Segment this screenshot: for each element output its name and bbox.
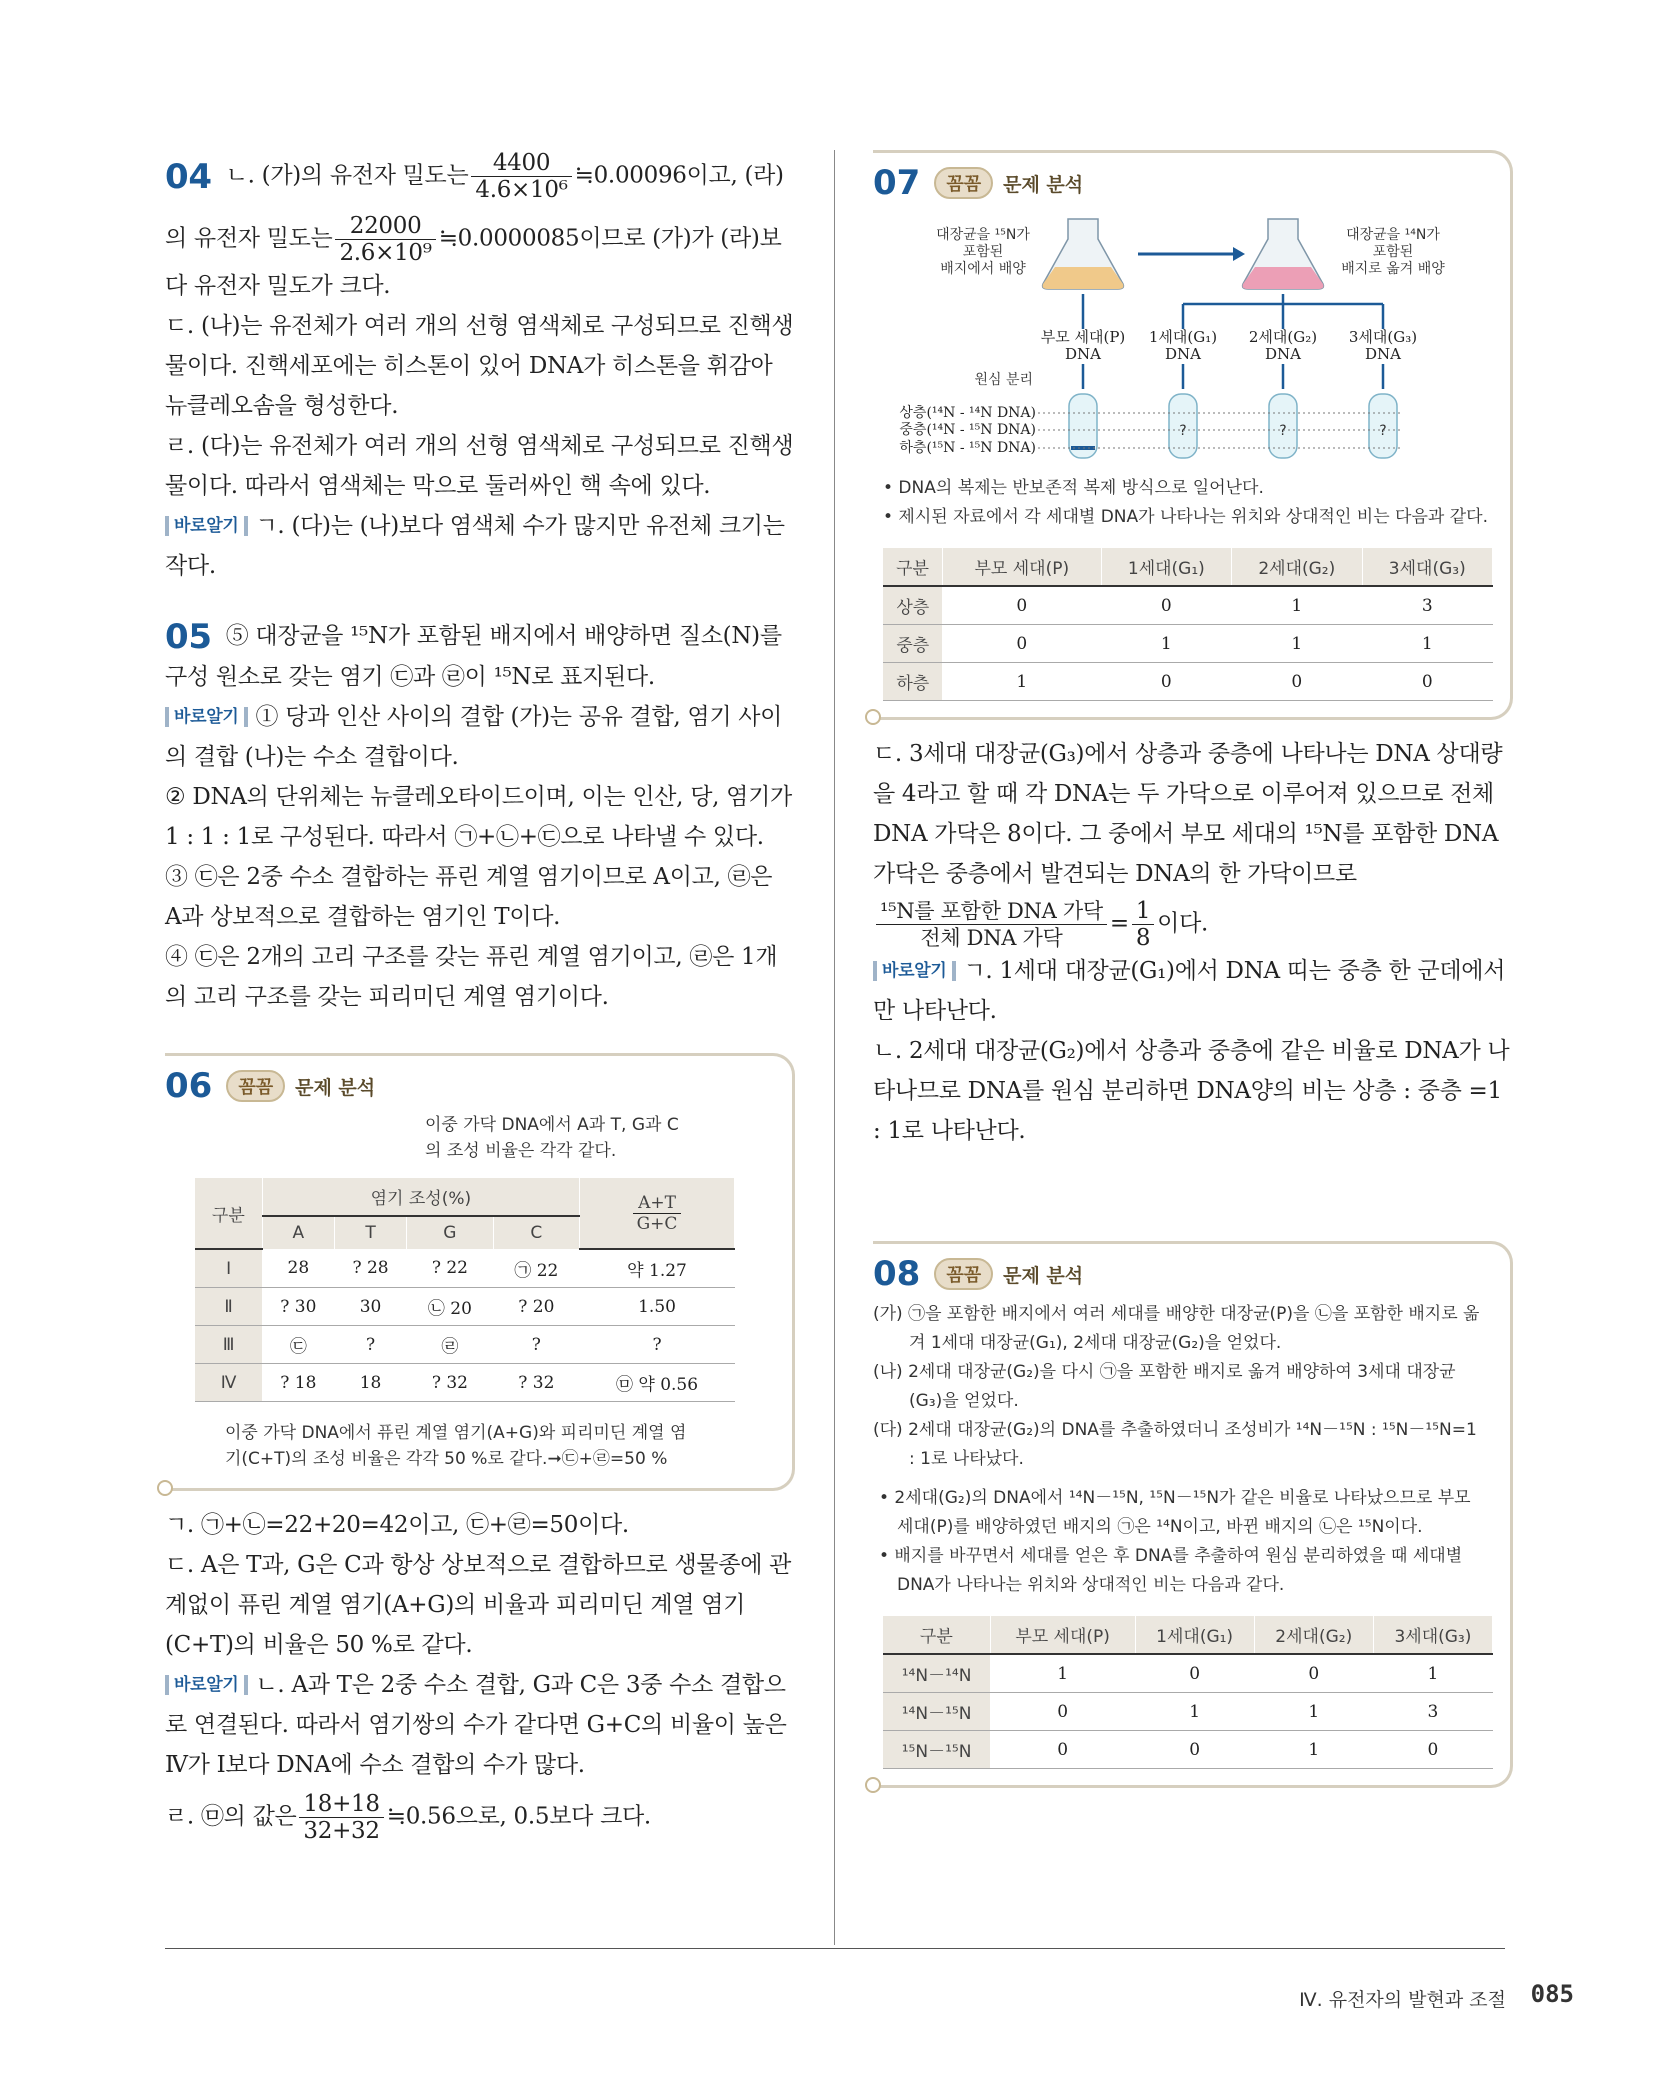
svg-text:DNA: DNA [1065, 345, 1101, 363]
correction-tag: 바로알기 [873, 961, 956, 981]
question-number: 08 [873, 1254, 921, 1294]
analysis-box: 08 꼼꼼 문제 분석 (가) ㉠을 포함한 배지에서 여러 세대를 배양한 대장균(P)을 ㉡을 포함한 배지로 옮겨 1세대 대장균(G₁), 2세대 대장균(G₂)을 얻었다. (나) 2세대 대장균(G₂)을 다시 ㉠을 포함한 배지로 옮겨 배양하여 3세대 대장균(G₃)을 얻었다. (다) 2세대 대장균(G₂)의 DNA를 추출하였더니 조성비가 ¹⁴N－¹⁵N : ¹⁵N－¹⁵N=1 : 1로 나타났다. • 2세대(G₂)의 DNA에서 ¹⁴N－¹⁵N, ¹⁵N－¹⁵N가 같은 비율로 나타났으므로 부모 세대(P)를 배양하였던 배지의 ㉠은 ¹⁴N이고, 바뀐 배지의 ㉡은 ¹⁵N이다. • 배지를 바꾸면서 세대를 얻은 후 DNA를 추출하여 원심 분리하였을 때 세대별 DNA가 나타나는 위치와 상대적인 비는 다음과 같다. 구분 부모 세대(P) 1세대(G₁) 2세대(G₂) 3세대(G₃) ¹⁴N－¹⁴N 1 0 0 1 ¹⁴N－¹⁵N 0 1 1 3 ¹⁵N－¹⁵N 0 0 1 0 [873, 1241, 1513, 1788]
question-07: 07 꼼꼼 문제 분석 대장균을 ¹⁵N가 포함된 배지에서 배양 대장균을 ¹⁴N가 포함된 배지로 옮겨 배양 부모 세대(P) DNA 1세대(G₁) DNA 2세대(G₂) DNA 3세대(G₃) DNA 원심 분리 상층(¹⁴N - ¹⁴N DNA) 중층(¹⁴N - ¹⁵N DNA) 하층(¹⁵N - ¹⁵N DNA) ? ? ? • DNA의 복제는 반보존적 복제 방식으로 일어난다. • 제시된 자료에서 각 세대별 DNA가 나타나는 위치와 상대적인 비는 다음과 같다. 구분 부모 세대(P) 1세대(G₁) 2세대(G₂) 3세대(G₃) 상층 0 0 1 3 중층 0 1 1 1 하층 1 0 0 0 ㄷ. 3세대 대장균(G₃)에서 상층과 중층에 나타나는 DNA 상대량을 4라고 할 때 각 DNA는 두 가닥으로 이루어져 있으므로 전체 DNA 가닥은 8이다. 그 중에서 부모 세대의 ¹⁵N를 포함한 DNA 가닥은 중층에서 발견되는 DNA의 한 가닥이므로 $\frac{\text{¹⁵N를 포함한 DNA 가닥}}{\text{전체 DNA 가닥}}$ = $\frac{1}{8}$ 이다. 바로알기 ㄱ. 1세대 대장균(G₁)에서 DNA 띠는 중층 한 군데에서만 나타난다. ㄴ. 2세대 대장균(G₂)에서 상층과 중층에 같은 비율로 DNA가 나타나므로 DNA를 원심 분리하면 DNA양의 비는 상층 : 중층 =1 : 1로 나타난다. [873, 150, 1513, 1151]
question-number: 04 [165, 156, 212, 197]
chapter-title: Ⅳ. 유전자의 발현과 조절 [1299, 1989, 1506, 2011]
table-row: Ⅰ 28 ? 28 ? 22 ㉠ 22 약 1.27 [195, 1249, 735, 1288]
unknown-mark: ? [1379, 423, 1387, 439]
svg-text:DNA: DNA [1265, 345, 1301, 363]
svg-text:배지로 옮겨 배양: 배지로 옮겨 배양 [1341, 261, 1445, 277]
analysis-box [165, 1053, 795, 1491]
fraction: $\frac{\text{¹⁵N를 포함한 DNA 가닥}}{\text{전체 DNA 가닥}}$ [876, 898, 1107, 951]
base-composition-table: 구분 염기 조성(%) $\frac{A+T}{G+C}$ A T G C Ⅰ 28 ? 28 ? 22 ㉠ 22 약 1.27 Ⅱ ? 30 30 ㉡ 20 ? 20 1.50 Ⅲ ㉢ ? ㉣ ? ? Ⅳ ? 18 18 ? 32 ? 32 ㉤ 약 0.56 [195, 1178, 735, 1402]
column-divider [834, 150, 835, 1945]
question-05: 05 ⑤ 대장균을 ¹⁵N가 포함된 배지에서 배양하면 질소(N)를 구성 원소로 갖는 염기 ㉢과 ㉣이 ¹⁵N로 표지된다. 바로알기 ① 당과 인산 사이의 결합 (가)는 공유 결합, 염기 사이의 결합 (나)는 수소 결합이다. ② DNA의 단위체는 뉴클레오타이드이며, 이는 인산, 당, 염기가 1 : 1 : 1로 구성된다. 따라서 ㉠+㉡+㉢으로 나타낼 수 있다. ③ ㉢은 2중 수소 결합하는 퓨린 계열 염기이므로 A이고, ㉣은 A과 상보적으로 결합하는 염기인 T이다. ④ ㉢은 2개의 고리 구조를 갖는 퓨린 계열 염기이고, ㉣은 1개의 고리 구조를 갖는 피리미딘 계열 염기이다. [165, 617, 792, 1010]
layer-label: 중층(¹⁴N - ¹⁵N DNA) [899, 422, 1036, 438]
analysis-pill: 꼼꼼 [934, 1258, 993, 1290]
question-08 [873, 1241, 1513, 1788]
question-number: 06 [165, 1066, 213, 1106]
analysis-title: 문제 분석 [1003, 173, 1084, 196]
annotation-bottom: 이중 가닥 DNA에서 퓨린 계열 염기(A+G)와 피리미딘 계열 염기(C+T)의 조성 비율은 각각 50 %로 같다.➞㉢+㉣=50 % [225, 1423, 687, 1469]
page-number: 085 [1530, 1980, 1574, 2008]
dna-composition-table: 구분 부모 세대(P) 1세대(G₁) 2세대(G₂) 3세대(G₃) ¹⁴N－¹⁴N 1 0 0 1 ¹⁴N－¹⁵N 0 1 1 3 ¹⁵N－¹⁵N 0 0 1 0 [883, 1616, 1493, 1769]
flask-2 [1243, 219, 1324, 289]
footer-rule [165, 1948, 1505, 1949]
table-row: 중층 0 1 1 1 [883, 625, 1493, 663]
svg-text:DNA: DNA [1365, 345, 1401, 363]
fraction: $\frac{1}{8}$ [1132, 898, 1154, 951]
right-column [873, 150, 1513, 1814]
question-06: 06 꼼꼼 문제 분석 이중 가닥 DNA에서 A과 T, G과 C의 조성 비율은 각각 같다. 구분 염기 조성(%) $\frac{A+T}{G+C}$ A T G C Ⅰ 28 ? 28 ? 22 ㉠ 22 약 1.27 Ⅱ ? 30 30 ㉡ 20 ? 20 1.50 Ⅲ ㉢ ? ㉣ ? ? Ⅳ ? 18 18 ? 32 ? 32 ㉤ 약 0.56 이중 가닥 DNA에서 퓨린 계열 염기(A+G)와 피리미딘 계열 염기(C+T)의 조성 비율은 각각 50 %로 같다.➞㉢+㉣=50 % ㄱ. ㉠+㉡=22+20=42이고, ㉢+㉣=50이다. ㄷ. A은 T과, G은 C과 항상 상보적으로 결합하므로 생물종에 관계없이 퓨린 계열 염기(A+G)의 비율과 피리미딘 계열 염기(C+T)의 비율은 50 %로 같다. 바로알기 ㄴ. A과 T은 2중 수소 결합, G과 C은 3중 수소 결합으로 연결된다. 따라서 염기쌍의 수가 같다면 G+C의 비율이 높은 Ⅳ가 Ⅰ보다 DNA에 수소 결합의 수가 많다. ㄹ. ㉤의 값은 $\frac{18+18}{32+32}$ ≒0.56으로, 0.5보다 크다. [165, 1053, 795, 1844]
box-dot [865, 1777, 881, 1793]
analysis-pill: 꼼꼼 [934, 167, 993, 199]
analysis-box: 07 꼼꼼 문제 분석 대장균을 ¹⁵N가 포함된 배지에서 배양 대장균을 ¹⁴N가 포함된 배지로 옮겨 배양 부모 세대(P) DNA 1세대(G₁) DNA 2세대(G₂) DNA 3세대(G₃) DNA 원심 분리 상층(¹⁴N - ¹⁴N DNA) 중층(¹⁴N - ¹⁵N DNA) 하층(¹⁵N - ¹⁵N DNA) ? ? ? • DNA의 복제는 반보존적 복제 방식으로 일어난다. • 제시된 자료에서 각 세대별 DNA가 나타나는 위치와 상대적인 비는 다음과 같다. 구분 부모 세대(P) 1세대(G₁) 2세대(G₂) 3세대(G₃) 상층 0 0 1 3 중층 0 1 1 1 하층 1 0 0 0 [873, 150, 1513, 720]
unknown-mark: ? [1279, 423, 1287, 439]
fraction: $\frac{4400}{\text{4.6×10⁶}}$ [471, 150, 571, 203]
left-column [165, 150, 795, 1870]
gen-label: 3세대(G₃) [1348, 328, 1418, 346]
centrifuge-label: 원심 분리 [974, 372, 1033, 388]
box-dot [865, 709, 881, 725]
correction-tag: 바로알기 [165, 1675, 248, 1695]
analysis-title: 문제 분석 [295, 1076, 376, 1099]
question-number: 05 [165, 617, 212, 657]
flask-1 [1043, 219, 1124, 289]
table-row: Ⅳ ? 18 18 ? 32 ? 32 ㉤ 약 0.56 [195, 1364, 735, 1402]
correction-tag: 바로알기 [165, 516, 248, 536]
question-04: 04 ㄴ. (가)의 유전자 밀도는 $\frac{4400}{\text{4.6×10⁶}}$ ≒0.00096이고, (라) 의 유전자 밀도는 $\frac{22000}{\text{2.6×10⁹}}$ ≒0.0000085이므로 (가)가 (라)보 다 유전자 밀도가 크다. ㄷ. (나)는 유전체가 여러 개의 선형 염색체로 구성되므로 진핵생물이다. 진핵세포에는 히스톤이 있어 DNA가 히스톤을 휘감아 뉴클레오솜을 형성한다. ㄹ. (다)는 유전체가 여러 개의 선형 염색체로 구성되므로 진핵생물이다. 따라서 염색체는 막으로 둘러싸인 핵 속에 있다. 바로알기 ㄱ. (다)는 (나)보다 염색체 수가 많지만 유전체 크기는 작다. [165, 150, 794, 579]
arrow-head [1233, 247, 1245, 261]
gen-label: 부모 세대(P) [1040, 328, 1126, 346]
box-dot [157, 1480, 173, 1496]
analysis-title: 문제 분석 [1003, 1264, 1084, 1287]
question-number: 07 [873, 163, 921, 203]
generation-table: 구분 부모 세대(P) 1세대(G₁) 2세대(G₂) 3세대(G₃) 상층 0 0 1 3 중층 0 1 1 1 하층 1 0 0 0 [883, 548, 1493, 701]
table-row: 하층 1 0 0 0 [883, 663, 1493, 701]
table-row: Ⅲ ㉢ ? ㉣ ? ? [195, 1326, 735, 1364]
table-row: ¹⁵N－¹⁵N 0 0 1 0 [883, 1731, 1493, 1769]
unknown-mark: ? [1179, 423, 1187, 439]
meselson-stahl-diagram [883, 209, 1503, 464]
svg-text:포함된: 포함된 [962, 244, 1004, 260]
gen-label: 2세대(G₂) [1248, 328, 1318, 346]
flask2-label: 대장균을 ¹⁴N가 [1346, 227, 1440, 243]
correction-tag: 바로알기 [165, 707, 248, 727]
analysis-pill: 꼼꼼 [226, 1070, 285, 1102]
table-row: ¹⁴N－¹⁵N 0 1 1 3 [883, 1693, 1493, 1731]
svg-text:포함된: 포함된 [1372, 244, 1414, 260]
svg-text:배지에서 배양: 배지에서 배양 [940, 261, 1026, 277]
table-row: 상층 0 0 1 3 [883, 586, 1493, 625]
svg-text:DNA: DNA [1165, 345, 1201, 363]
fraction: $\frac{18+18}{32+32}$ [299, 1791, 383, 1844]
annotation-top: 이중 가닥 DNA에서 A과 T, G과 C의 조성 비율은 각각 같다. [425, 1115, 679, 1161]
gen-label: 1세대(G₁) [1148, 328, 1218, 346]
table-row: Ⅱ ? 30 30 ㉡ 20 ? 20 1.50 [195, 1288, 735, 1326]
flask1-label: 대장균을 ¹⁵N가 [936, 227, 1030, 243]
fraction: $\frac{22000}{\text{2.6×10⁹}}$ [335, 213, 435, 266]
layer-label: 상층(¹⁴N - ¹⁴N DNA) [899, 405, 1036, 421]
table-row: ¹⁴N－¹⁴N 1 0 0 1 [883, 1654, 1493, 1693]
layer-label: 하층(¹⁵N - ¹⁵N DNA) [899, 440, 1036, 456]
